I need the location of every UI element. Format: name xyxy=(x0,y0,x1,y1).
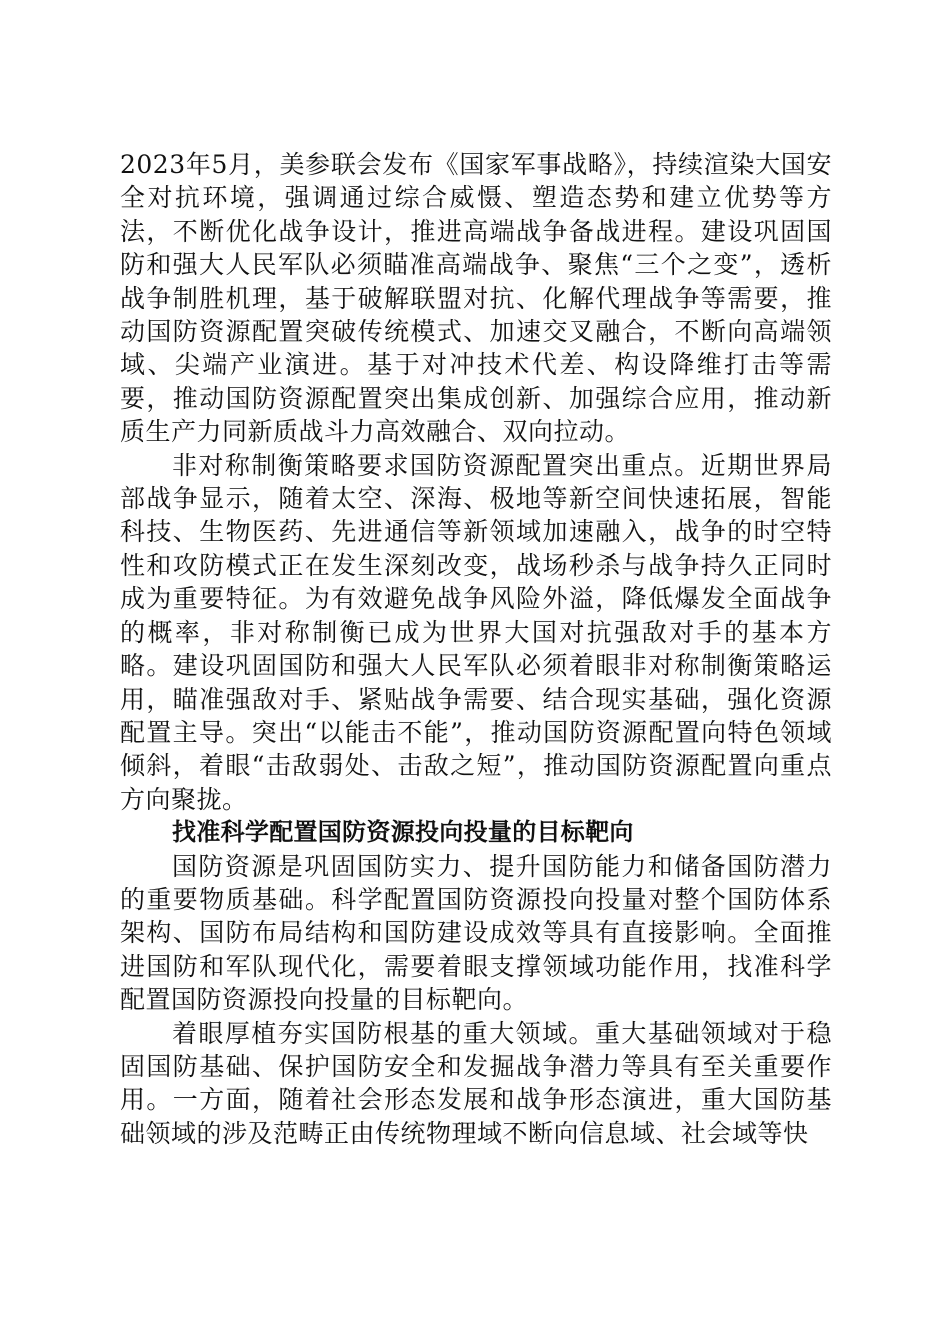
body-paragraph-2: 非对称制衡策略要求国防资源配置突出重点。近期世界局部战争显示，随着太空、深海、极地等新空间快速拓展，智能科技、生物医药、先进通信等新领域加速融入，战争的时空特性和攻防模式正在发生深刻改变，战场秒杀与战争持久正同时成为重要特征。为有效避免战争风险外溢，降低爆发全面战争的概率，非对称制衡已成为世界大国对抗强敌对手的基本方略。建设巩固国防和强大人民军队必须着眼非对称制衡策略运用，瞄准强敌对手、紧贴战争需要、结合现实基础，强化资源配置主导。突出“以能击不能”，推动国防资源配置向特色领域倾斜，着眼“击敌弱处、击敌之短”，推动国防资源配置向重点方向聚拢。 xyxy=(120,450,832,814)
body-paragraph-1: 2023年5月，美参联会发布《国家军事战略》，持续渲染大国安全对抗环境，强调通过综合威慑、塑造态势和建立优势等方法，不断优化战争设计，推进高端战争备战进程。建设巩固国防和强大人民军队必须瞄准高端战争、聚焦“三个之变”，透析战争制胜机理，基于破解联盟对抗、化解代理战争等需要，推动国防资源配置突破传统模式、加速交叉融合，不断向高端领域、尖端产业演进。基于对冲技术代差、构设降维打击等需要，推动国防资源配置突出集成创新、加强综合应用，推动新质生产力同新质战斗力高效融合、双向拉动。 xyxy=(120,150,832,447)
body-paragraph-4: 着眼厚植夯实国防根基的重大领域。重大基础领域对于稳固国防基础、保护国防安全和发掘战争潜力等具有至关重要作用。一方面，随着社会形态发展和战争形态演进，重大国防基础领域的涉及范畴正由传统物理域不断向信息域、社会域等快 xyxy=(120,1018,832,1148)
body-paragraph-3: 国防资源是巩固国防实力、提升国防能力和储备国防潜力的重要物质基础。科学配置国防资源投向投量对整个国防体系架构、国防布局结构和国防建设成效等具有直接影响。全面推进国防和军队现代化，需要着眼支撑领域功能作用，找准科学配置国防资源投向投量的目标靶向。 xyxy=(120,851,832,1015)
section-heading: 找准科学配置国防资源投向投量的目标靶向 xyxy=(172,818,634,847)
document-body xyxy=(120,148,832,1150)
